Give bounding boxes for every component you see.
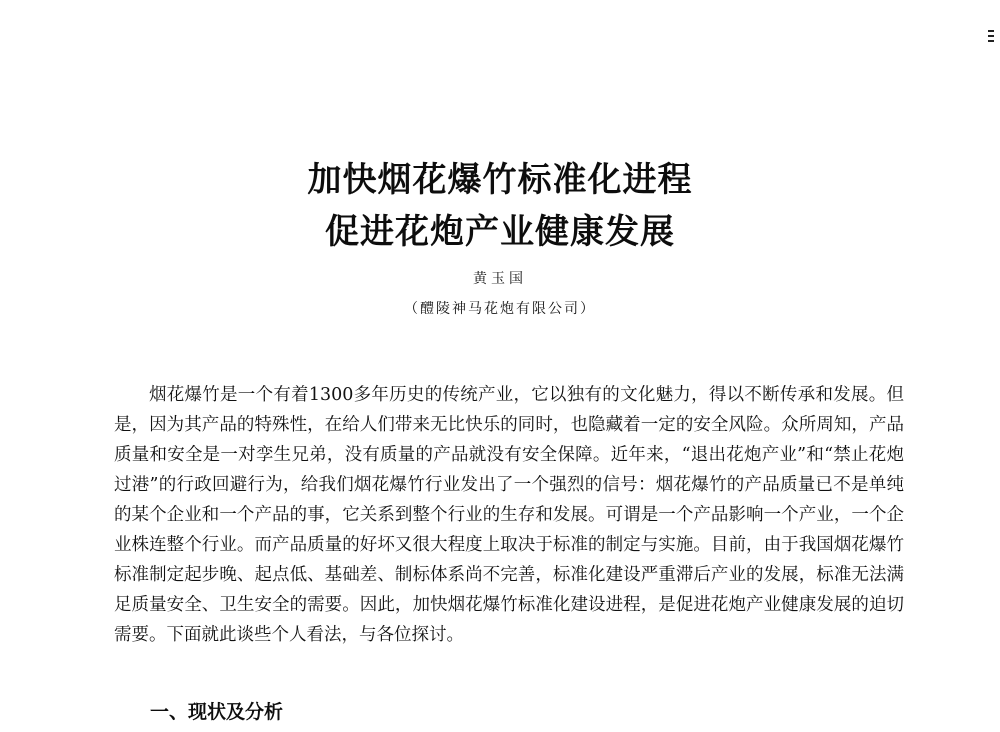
section-heading: 一、现状及分析 — [150, 701, 284, 723]
author-affiliation: （醴陵神马花炮有限公司） — [404, 301, 596, 317]
article-title-line2: 促进花炮产业健康发展 — [325, 212, 675, 252]
intro-paragraph: 烟花爆竹是一个有着1300多年历史的传统产业，它以独有的文化魅力，得以不断传承和发展。但是，因为其产品的特殊性，在给人们带来无比快乐的同时，也隐藏着一定的安全风险。众所周知，产品质量和安全是一对孪生兄弟，没有质量的产品就没有安全保障。近年来，“退出花炮产业”和“禁止花炮过港”的行政回避行为，给我们烟花爆竹行业发出了一个强烈的信号：烟花爆竹的产品质量已不是单纯的某个企业和一个产品的事，它关系到整个行业的生存和发展。可谓是一个产品影响一个产业，一个企业株连整个行业。而产品质量的好坏又很大程度上取决于标准的制定与实施。目前，由于我国烟花爆竹标准制定起步晚、起点低、基础差、制标体系尚不完善，标准化建设严重滞后产业的发展，标准无法满足质量安全、卫生安全的需要。因此，加快烟花爆竹标准化建设进程，是促进花炮产业健康发展的迫切需要。下面就此谈些个人看法，与各位探讨。 — [114, 385, 904, 645]
author-name: 黄玉国 — [473, 271, 527, 287]
article-title-line1: 加快烟花爆竹标准化进程 — [307, 160, 693, 200]
article-body — [114, 380, 904, 650]
